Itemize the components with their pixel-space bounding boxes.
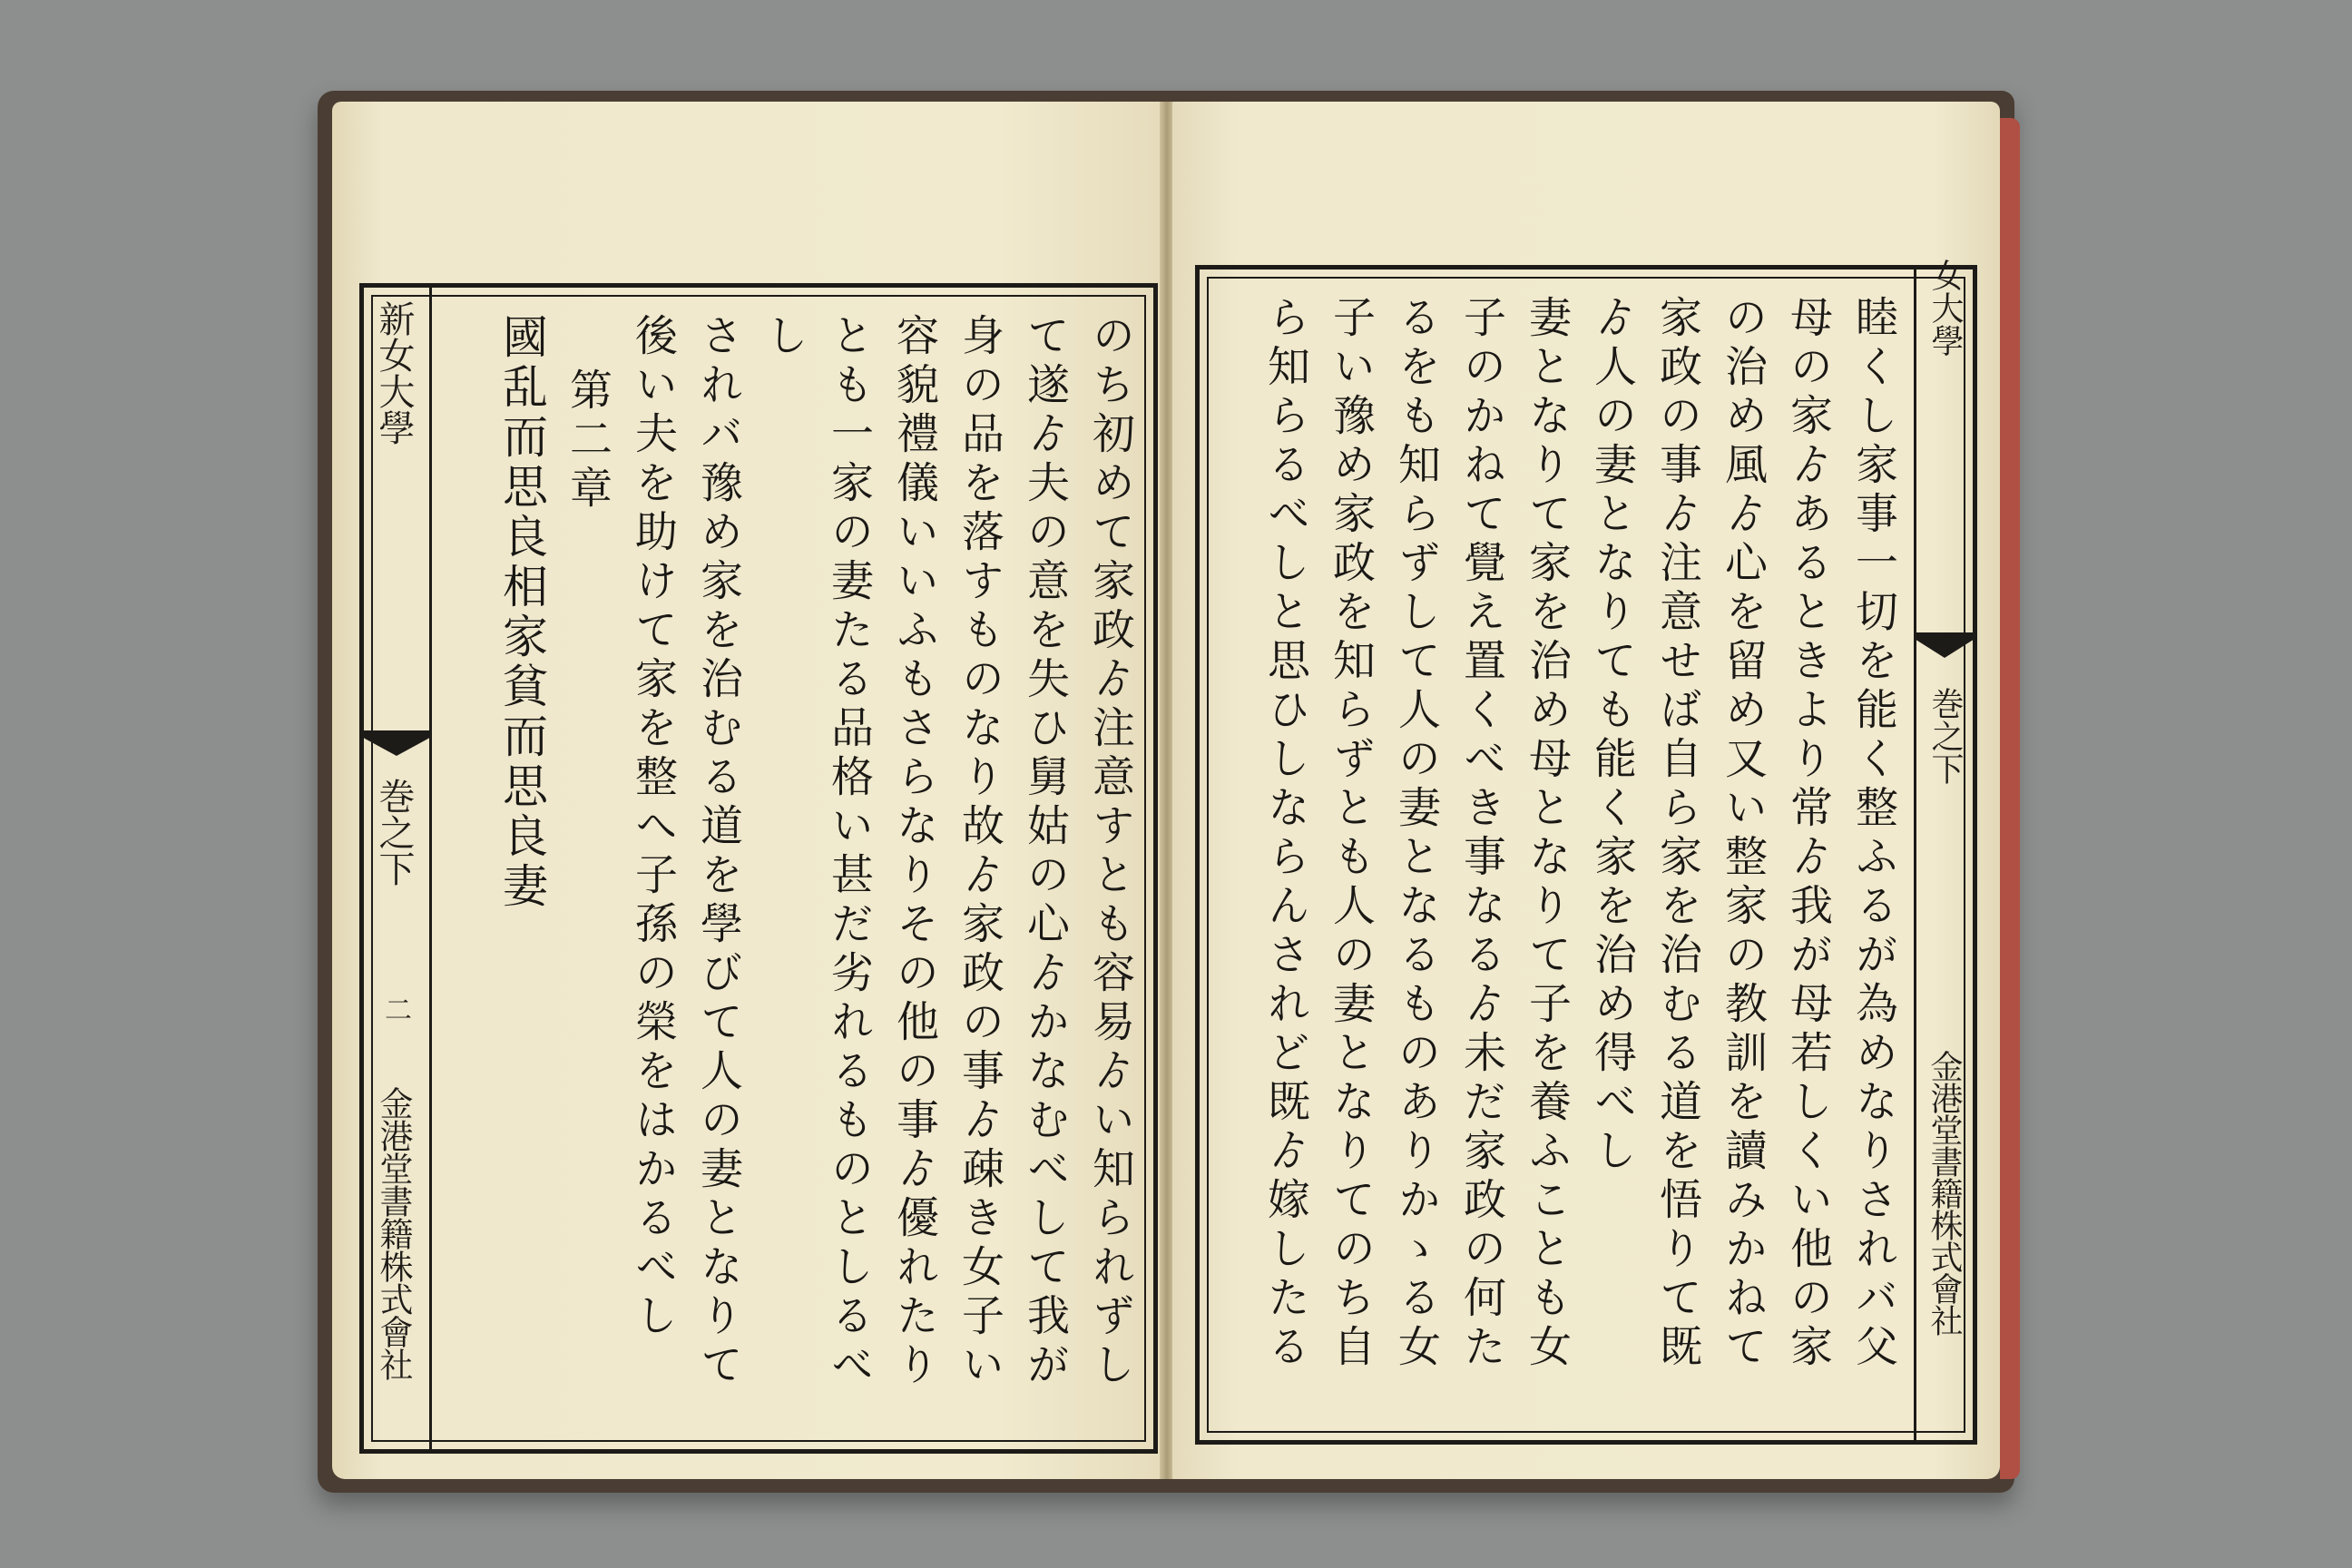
open-book: [318, 91, 2014, 1493]
text-line: し: [759, 313, 808, 362]
text-line: ら知らるべしと思ひしならんされど既ゟ嫁したる: [1260, 295, 1310, 1373]
publisher-name: 金港堂書籍株式會社: [374, 1086, 413, 1380]
chapter-quote: 國乱而思良相家貧而思良妻: [495, 313, 548, 912]
right-page-text: [1200, 270, 1916, 1440]
volume-label: 巻之下: [373, 778, 415, 887]
text-line: ゟ人の妻となりても能く家を治め得べし: [1587, 295, 1637, 1177]
text-line: 家政の事ゟ注意せば自ら家を治むる道を悟りて既: [1652, 295, 1702, 1373]
left-page: [332, 102, 1162, 1479]
fishtail-ornament: [1916, 632, 1973, 658]
book-title: 新女大學: [373, 300, 415, 446]
right-page-margin: [1914, 259, 1973, 1440]
text-line: 睦くし家事一切を能く整ふるが為めなりされバ父: [1848, 295, 1898, 1373]
fishtail-ornament: [364, 730, 429, 756]
book-title: 女大學: [1926, 259, 1964, 357]
text-line: 後い夫を助けて家を整へ子孫の榮をはかるべし: [628, 313, 678, 1342]
chapter-heading: 第二章: [563, 368, 612, 514]
text-line: のち初めて家政ゟ注意すとも容易ゟい知られずし: [1085, 313, 1135, 1391]
publisher-name: 金港堂書籍株式會社: [1926, 1050, 1963, 1336]
text-line: 妻となりて家を治め母となりて子を養ふことも女: [1522, 295, 1572, 1373]
text-line: 母の家ゟあるときより常ゟ我が母若しくい他の家: [1783, 295, 1833, 1373]
left-page-text: [429, 288, 1153, 1449]
text-line: るをも知らずして人の妻となるものありかゝる女: [1391, 295, 1441, 1373]
text-line: とも一家の妻たる品格い甚だ劣れるものとしるべ: [824, 313, 874, 1391]
left-page-margin: [364, 288, 432, 1449]
text-line: の治め風ゟ心を留め又い整家の教訓を讀みかねて: [1718, 295, 1768, 1373]
text-line: て遂ゟ夫の意を失ひ舅姑の心ゟかなむべして我が: [1020, 313, 1070, 1391]
text-line: 子のかねて覺え置くべき事なるゟ未だ家政の何た: [1456, 295, 1506, 1373]
left-page-frame: [359, 283, 1158, 1454]
text-line: 身の品を落すものなり故ゟ家政の事ゟ疎き女子い: [955, 313, 1004, 1391]
right-page: [1172, 102, 2000, 1479]
page-number: 二: [379, 995, 411, 1023]
book-cover-edge: [2000, 118, 2020, 1479]
right-page-frame: [1195, 259, 1977, 1445]
text-line: 容貌禮儀いいふもさらなりその他の事ゟ優れたり: [889, 313, 939, 1391]
text-line: 子い豫め家政を知らずとも人の妻となりてのち自: [1326, 295, 1376, 1373]
text-line: されバ豫め家を治むる道を學びて人の妻となりて: [693, 313, 743, 1391]
volume-label: 巻之下: [1926, 687, 1964, 785]
